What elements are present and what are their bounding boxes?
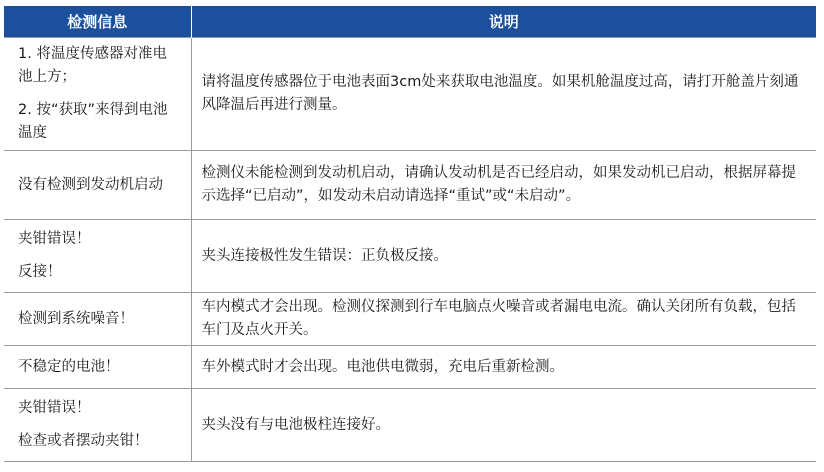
info-line: 反接！ xyxy=(18,264,62,280)
info-cell xyxy=(4,346,191,389)
info-line: 夹钳错误！ xyxy=(18,231,91,247)
info-cell xyxy=(4,293,191,346)
diagnostic-info-table xyxy=(4,6,816,462)
table-row xyxy=(4,293,816,346)
info-line: 没有检测到发动机启动 xyxy=(18,176,163,193)
table-header-row xyxy=(4,6,816,38)
info-cell xyxy=(4,38,191,151)
info-line: 1. 将温度传感器对准电池上方； xyxy=(18,46,167,85)
info-line: 检查或者摆动夹钳！ xyxy=(18,433,149,449)
info-table-container xyxy=(4,6,816,462)
info-line: 夹钳错误！ xyxy=(18,400,91,416)
info-line: 检测到系统噪音！ xyxy=(18,310,134,327)
table-row xyxy=(4,38,816,151)
table-row xyxy=(4,220,816,293)
info-line: 2. 按“获取”来得到电池温度 xyxy=(18,102,168,141)
description-cell: 请将温度传感器位于电池表面3cm处来获取电池温度。如果机舱温度过高，请打开舱盖片刻通风降温后再进行测量。 xyxy=(191,38,816,151)
description-cell: 夹头连接极性发生错误：正负极反接。 xyxy=(191,220,816,293)
info-cell xyxy=(4,220,191,293)
table-row xyxy=(4,151,816,220)
description-cell: 车内模式才会出现。检测仪探测到行车电脑点火噪音或者漏电电流。确认关闭所有负载，包括车门及点火开关。 xyxy=(191,293,816,346)
info-cell xyxy=(4,151,191,220)
description-cell: 车外模式时才会出现。电池供电微弱，充电后重新检测。 xyxy=(191,346,816,389)
table-row xyxy=(4,346,816,389)
header-description: 说明 xyxy=(191,6,816,38)
info-cell xyxy=(4,389,191,462)
description-cell: 检测仪未能检测到发动机启动，请确认发动机是否已经启动，如果发动机已启动，根据屏幕提示选择“已启动”，如发动未启动请选择“重试”或“未启动”。 xyxy=(191,151,816,220)
info-line: 不稳定的电池！ xyxy=(18,358,120,375)
header-info: 检测信息 xyxy=(4,6,191,38)
description-cell: 夹头没有与电池极柱连接好。 xyxy=(191,389,816,462)
table-row xyxy=(4,389,816,462)
